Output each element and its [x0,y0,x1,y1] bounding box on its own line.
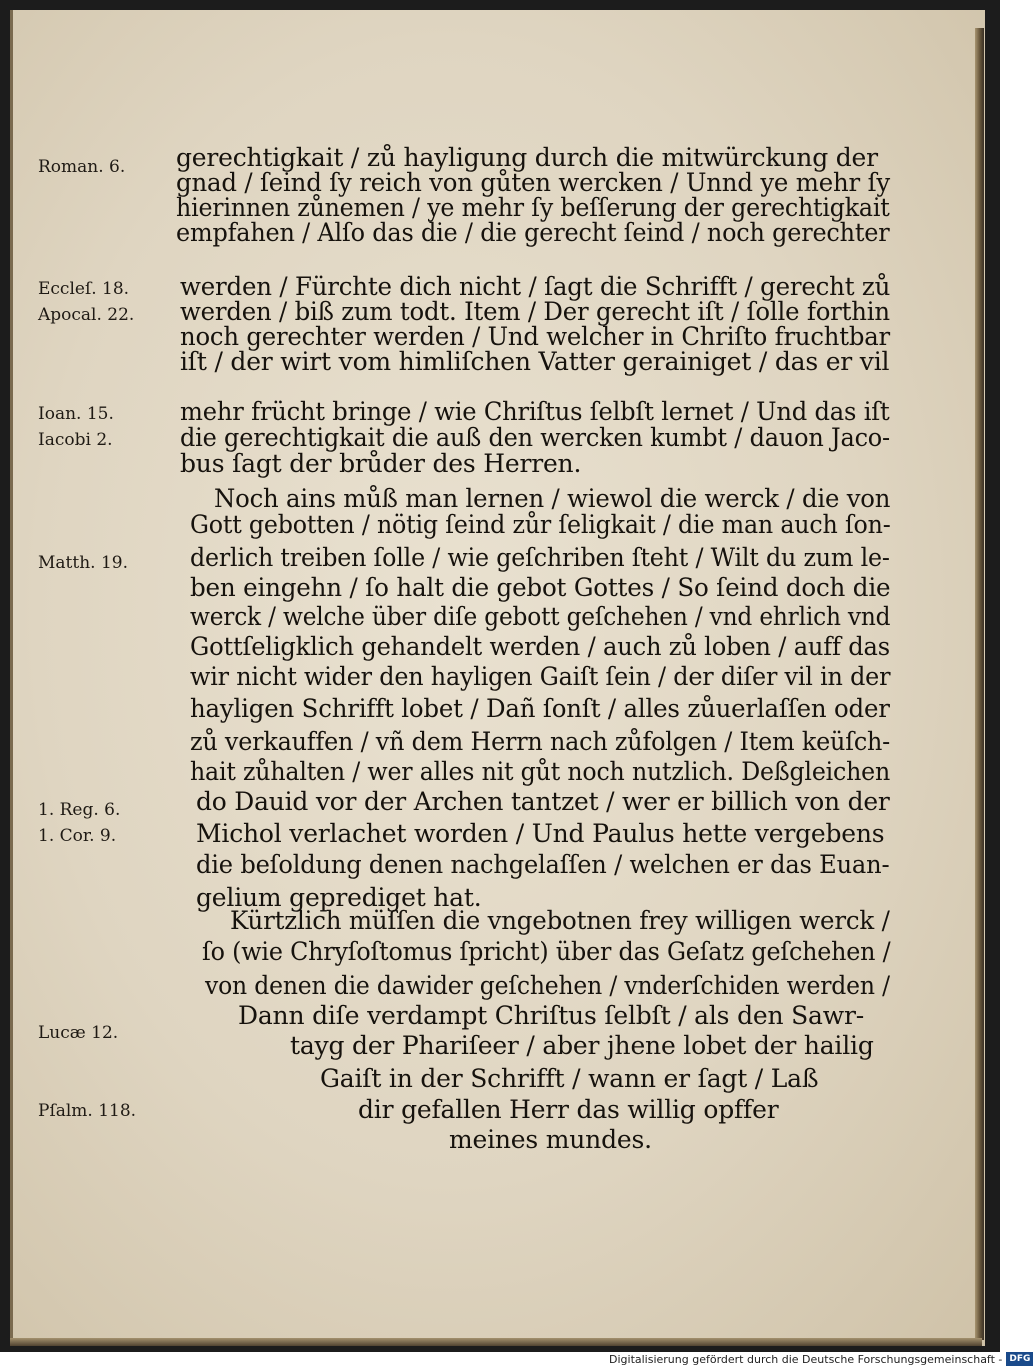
text-line: die beſoldung denen nachgelaſſen / welchen er das Euan- [196,850,890,879]
text-line: Gott gebotten / nötig ſeind zůr ſeligkait / die man auch ſon- [190,510,891,539]
text-line: derlich treiben ſolle / wie geſchriben ſteht / Wilt du zum le- [190,543,890,572]
text-line: ben eingehn / ſo halt die gebot Gottes / So ſeind doch die [190,573,891,602]
margin-note: 1. Reg. 6. [38,800,121,820]
margin-note: Matth. 19. [38,553,128,573]
text-line: iſt / der wirt vom himliſchen Vatter gerainiget / das er vil [180,347,890,376]
text-line: gnad / ſeind ſy reich von gůten wercken / Unnd ye mehr ſy [176,168,891,197]
text-line: hayligen Schrifft lobet / Dañ ſonſt / alles zůuerlaſſen oder [190,694,890,723]
margin-note: Pſalm. 118. [38,1101,137,1121]
text-line: Michol verlachet worden / Und Paulus hette vergebens [196,819,885,848]
margin-note: Eccleſ. 18. [38,279,130,299]
text-line: Kürtzlich müſſen die vngebotnen frey willigen werck / [230,906,890,935]
dfg-logo: DFG [1006,1352,1033,1366]
margin-note: Lucæ 12. [38,1023,119,1043]
margin-note: Ioan. 15. [38,404,114,424]
text-line: zů verkauffen / vñ dem Herrn nach zůfolgen / Item keüſch- [190,727,891,756]
text-line: wir nicht wider den hayligen Gaiſt ſein / der diſer vil in der [190,662,891,691]
text-line: Gaiſt in der Schrifft / wann er ſagt / Laß [320,1064,819,1093]
text-line: empfahen / Alſo das die / die gerecht ſeind / noch gerechter [176,218,890,247]
text-line: dir gefallen Herr das willig opffer [358,1095,779,1124]
margin-note: Iacobi 2. [38,430,113,450]
text-line: die gerechtigkait die auß den wercken kumbt / dauon Jaco- [180,423,890,452]
text-line: ſo (wie Chryſoſtomus ſpricht) über das Geſatz geſchehen / [202,937,891,966]
text-line: werden / Fürchte dich nicht / ſagt die Schrifft / gerecht zů [180,272,891,301]
text-line: werden / biß zum todt. Item / Der gerecht iſt / ſolle forthin [180,297,890,326]
text-line: Dann diſe verdampt Chriſtus ſelbſt / als den Sawr- [238,1001,864,1030]
text-line: gerechtigkait / zů hayligung durch die mitwürckung der [176,143,878,172]
footer-credit [609,1351,1033,1367]
text-line: hait zůhalten / wer alles nit gůt noch nutzlich. Deßgleichen [190,757,891,786]
margin-note: Roman. 6. [38,157,126,177]
page-edge-right [975,28,984,1340]
footer-credit-text: Digitalisierung gefördert durch die Deutsche Forschungsgemeinschaft - [609,1352,1003,1366]
margin-note: Apocal. 22. [38,305,135,325]
text-line: do Dauid vor der Archen tantzet / wer er billich von der [196,787,890,816]
text-line: hierinnen zůnemen / ye mehr ſy beſſerung der gerechtigkait [176,193,890,222]
text-line: meines mundes. [449,1125,652,1154]
text-line: mehr frücht bringe / wie Chriſtus ſelbſt lernet / Und das iſt [180,397,890,426]
text-line: gelium geprediget hat. [196,883,482,912]
text-line: Noch ains můß man lernen / wiewol die werck / die von [214,484,891,513]
text-line: Gottſeligklich gehandelt werden / auch zů loben / auff das [190,632,890,661]
margin-note: 1. Cor. 9. [38,826,117,846]
text-line: werck / welche über diſe gebott geſchehen / vnd ehrlich vnd [190,602,891,631]
text-line: noch gerechter werden / Und welcher in Chriſto fruchtbar [180,322,890,351]
text-line: tayg der Phariſeer / aber jhene lobet der hailig [290,1031,874,1060]
page-edge-bottom [10,1338,982,1346]
text-line: bus ſagt der brůder des Herren. [180,449,582,478]
text-line: von denen die dawider geſchehen / vnderſchiden werden / [205,971,890,1000]
